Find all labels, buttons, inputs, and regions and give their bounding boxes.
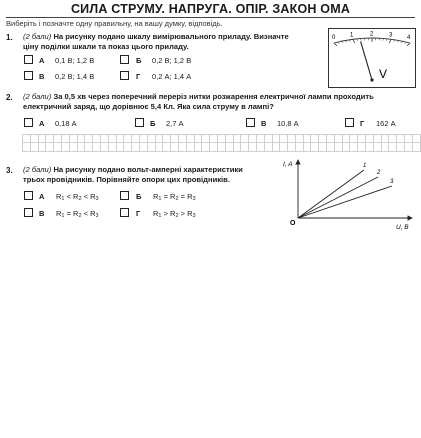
answer-grid-cell[interactable] (155, 143, 163, 151)
answer-grid-cell[interactable] (132, 135, 140, 143)
answer-grid-cell[interactable] (93, 135, 101, 143)
question-3-score: (2 бали) (23, 165, 52, 174)
answer-grid-cell[interactable] (139, 143, 147, 151)
answer-grid-cell[interactable] (366, 135, 374, 143)
answer-grid-cell[interactable] (249, 143, 257, 151)
q2-option-b-text: 2,7 А (166, 119, 184, 128)
answer-grid-cell[interactable] (241, 143, 249, 151)
q3c-r3: < R (81, 209, 96, 218)
answer-grid-cell[interactable] (186, 135, 194, 143)
answer-grid-cell[interactable] (202, 143, 210, 151)
q1-option-a-text: 0,1 В; 1,2 В (55, 56, 95, 65)
answer-grid-cell[interactable] (61, 143, 69, 151)
answer-grid-cell[interactable] (342, 143, 350, 151)
answer-grid-cell[interactable] (54, 143, 62, 151)
answer-grid-cell[interactable] (85, 135, 93, 143)
answer-grid-cell[interactable] (358, 135, 366, 143)
answer-grid-cell[interactable] (178, 143, 186, 151)
answer-grid-cell[interactable] (116, 135, 124, 143)
answer-grid-cell[interactable] (217, 143, 225, 151)
answer-grid-cell[interactable] (61, 135, 69, 143)
question-1-score: (2 бали) (23, 32, 52, 41)
answer-grid-cell[interactable] (186, 143, 194, 151)
question-3-number: 3. (6, 166, 13, 175)
q3b-r1-sub: 1 (158, 196, 162, 202)
answer-grid-cell[interactable] (93, 143, 101, 151)
answer-grid-cell[interactable] (342, 135, 350, 143)
meter-label-1: 1 (350, 32, 354, 39)
answer-grid-cell[interactable] (124, 143, 132, 151)
answer-grid-cell[interactable] (264, 135, 272, 143)
q1-option-a-label: А (39, 56, 45, 65)
meter-unit: V (379, 67, 388, 81)
answer-grid-cell[interactable] (163, 135, 171, 143)
iv-line-1-label: 1 (363, 163, 367, 169)
answer-grid-cell[interactable] (233, 135, 241, 143)
meter-label-0: 0 (332, 35, 336, 41)
answer-grid-cell[interactable] (288, 143, 296, 151)
answer-grid-cell[interactable] (280, 143, 288, 151)
q3a-r1-sub: 1 (61, 196, 65, 202)
answer-grid[interactable] (22, 134, 421, 152)
answer-grid-cell[interactable] (350, 143, 358, 151)
iv-line-2-label: 2 (377, 170, 381, 176)
q2-option-a-label: А (39, 119, 45, 128)
q2-option-d-text: 162 А (376, 119, 396, 128)
q3-option-c-text (56, 209, 99, 219)
meter-label-4: 4 (407, 35, 411, 41)
answer-grid-cell[interactable] (210, 135, 218, 143)
answer-grid-cell[interactable] (405, 143, 413, 151)
q3d-r2: > R (161, 209, 176, 218)
answer-grid-cell[interactable] (327, 143, 335, 151)
answer-grid-cell[interactable] (264, 143, 272, 151)
q1-option-c-checkbox[interactable] (24, 71, 33, 80)
answer-grid-cell[interactable] (350, 135, 358, 143)
answer-grid-cell[interactable] (412, 143, 420, 151)
answer-grid-cell[interactable] (108, 135, 116, 143)
answer-grid-cell[interactable] (303, 135, 311, 143)
origin-label: O (290, 220, 296, 227)
iv-line-3-label: 3 (390, 179, 394, 185)
answer-grid-cell[interactable] (389, 135, 397, 143)
answer-grid-cell[interactable] (319, 135, 327, 143)
answer-grid-row (23, 143, 421, 151)
q3b-r2-sub: 2 (175, 196, 179, 202)
answer-grid-cell[interactable] (69, 143, 77, 151)
q2-option-d-checkbox[interactable] (345, 118, 354, 127)
answer-grid-cell[interactable] (397, 135, 405, 143)
q3a-r2-sub: 2 (78, 196, 82, 202)
answer-grid-cell[interactable] (311, 143, 319, 151)
answer-grid-cell[interactable] (249, 135, 257, 143)
q3c-r1: R (56, 209, 62, 218)
q3d-r3: > R (178, 209, 193, 218)
x-axis-label: U, B (396, 224, 409, 231)
answer-grid-cell[interactable] (139, 135, 147, 143)
q3-option-b-label: Б (136, 192, 142, 201)
page-title: СИЛА СТРУМУ. НАПРУГА. ОПІР. ЗАКОН ОМА (70, 2, 351, 16)
iv-line-1 (298, 170, 364, 218)
answer-grid-cell[interactable] (100, 135, 108, 143)
q3c-r2: = R (64, 209, 79, 218)
q1-option-d-checkbox[interactable] (120, 71, 129, 80)
q3a-r2: < R (64, 192, 79, 201)
answer-grid-cell[interactable] (210, 143, 218, 151)
answer-grid-cell[interactable] (256, 143, 264, 151)
answer-grid-cell[interactable] (327, 135, 335, 143)
q1-option-d-text: 0,2 А; 1,4 А (152, 72, 192, 81)
y-axis-label: I, A (283, 161, 293, 168)
q3-option-a-text (56, 192, 99, 202)
q3d-r3-sub: 3 (192, 213, 196, 219)
answer-grid-cell[interactable] (389, 143, 397, 151)
q3d-r1-sub: 1 (158, 213, 162, 219)
question-1-number: 1. (6, 33, 13, 42)
iv-line-2 (298, 177, 378, 218)
answer-grid-cell[interactable] (358, 143, 366, 151)
answer-grid-cell[interactable] (225, 143, 233, 151)
q3d-r2-sub: 2 (175, 213, 179, 219)
answer-grid-cell[interactable] (69, 135, 77, 143)
q3a-r3-sub: 3 (95, 196, 99, 202)
question-2-text (23, 92, 415, 111)
answer-grid-cell[interactable] (288, 135, 296, 143)
answer-grid-cell[interactable] (397, 143, 405, 151)
answer-grid-cell[interactable] (241, 135, 249, 143)
q3-option-a-label: А (39, 192, 45, 201)
question-3-line2: трьох провідників. Порівняйте опори цих провідників. (23, 174, 230, 184)
q3a-r3: < R (81, 192, 96, 201)
answer-grid-cell[interactable] (147, 135, 155, 143)
answer-grid-cell[interactable] (30, 135, 38, 143)
answer-grid-cell[interactable] (295, 143, 303, 151)
q1-option-b-text: 0,2 В; 1,2 В (152, 56, 192, 65)
answer-grid-cell[interactable] (334, 135, 342, 143)
answer-grid-cell[interactable] (381, 135, 389, 143)
answer-grid-cell[interactable] (373, 135, 381, 143)
q2-option-c-text: 10,8 А (277, 119, 299, 128)
q3d-r1: R (153, 209, 159, 218)
answer-grid-cell[interactable] (85, 143, 93, 151)
answer-grid-cell[interactable] (194, 143, 202, 151)
answer-grid-cell[interactable] (319, 143, 327, 151)
q2-option-b-label: Б (150, 119, 156, 128)
meter-pivot (370, 78, 373, 81)
q1-option-c-label: В (39, 72, 45, 81)
answer-grid-cell[interactable] (256, 135, 264, 143)
q3b-r2: = R (161, 192, 176, 201)
answer-grid-cell[interactable] (412, 135, 420, 143)
answer-grid-cell[interactable] (225, 135, 233, 143)
question-2-score: (2 бали) (23, 92, 52, 101)
answer-grid-cell[interactable] (108, 143, 116, 151)
question-3-text (23, 165, 283, 184)
question-2-number: 2. (6, 93, 13, 102)
q3-option-d-text (153, 209, 196, 219)
q3-option-c-checkbox[interactable] (24, 208, 33, 217)
meter-label-3: 3 (389, 32, 393, 39)
answer-grid-cell[interactable] (116, 143, 124, 151)
q3-option-a-checkbox[interactable] (24, 191, 33, 200)
answer-grid-cell[interactable] (77, 135, 85, 143)
q3c-r3-sub: 3 (95, 213, 99, 219)
answer-grid-cell[interactable] (381, 143, 389, 151)
answer-grid-cell[interactable] (217, 135, 225, 143)
q3b-r3-sub: 3 (192, 196, 196, 202)
answer-grid-cell[interactable] (366, 143, 374, 151)
title-divider (6, 17, 415, 18)
answer-grid-cell[interactable] (272, 143, 280, 151)
q3b-r3: = R (178, 192, 193, 201)
q3c-r2-sub: 2 (78, 213, 82, 219)
answer-grid-cell[interactable] (202, 135, 210, 143)
answer-grid-cell[interactable] (311, 135, 319, 143)
q3a-r1: R (56, 192, 62, 201)
q2-option-c-checkbox[interactable] (246, 118, 255, 127)
answer-grid-table[interactable] (22, 134, 421, 152)
q2-option-d-label: Г (360, 119, 365, 128)
q1-option-c-text: 0,2 В; 1,4 В (55, 72, 95, 81)
answer-grid-cell[interactable] (54, 135, 62, 143)
answer-grid-cell[interactable] (124, 135, 132, 143)
voltmeter-dial (328, 28, 416, 88)
answer-grid-row (23, 135, 421, 143)
question-1-line1: На рисунку подано шкалу вимірювального приладу. Визначте (53, 32, 289, 41)
answer-grid-cell[interactable] (295, 135, 303, 143)
q3-option-b-checkbox[interactable] (120, 191, 129, 200)
answer-grid-cell[interactable] (272, 135, 280, 143)
answer-grid-cell[interactable] (46, 143, 54, 151)
question-3-line1: На рисунку подано вольт-амперні характеристики (53, 165, 243, 174)
iv-line-3 (298, 186, 392, 218)
answer-grid-cell[interactable] (155, 135, 163, 143)
answer-grid-cell[interactable] (171, 135, 179, 143)
question-1-line2: ціну поділки шкали та показ цього приладу. (23, 41, 189, 51)
question-2-line1: За 0,5 хв через поперечний переріз нитки розжарення електричної лампи проходить (53, 92, 374, 101)
iv-characteristics-graph (282, 156, 416, 234)
meter-label-2: 2 (370, 31, 374, 38)
q2-option-a-checkbox[interactable] (24, 118, 33, 127)
answer-grid-cell[interactable] (38, 135, 46, 143)
answer-grid-cell[interactable] (171, 143, 179, 151)
answer-grid-cell[interactable] (30, 143, 38, 151)
q1-option-b-checkbox[interactable] (120, 55, 129, 64)
q1-option-a-checkbox[interactable] (24, 55, 33, 64)
answer-grid-cell[interactable] (194, 135, 202, 143)
answer-grid-cell[interactable] (405, 135, 413, 143)
answer-grid-cell[interactable] (178, 135, 186, 143)
answer-grid-cell[interactable] (280, 135, 288, 143)
answer-grid-cell[interactable] (23, 135, 31, 143)
q3-option-c-label: В (39, 209, 45, 218)
q2-option-a-text: 0,18 А (55, 119, 77, 128)
answer-grid-cell[interactable] (23, 143, 31, 151)
q2-option-b-checkbox[interactable] (135, 118, 144, 127)
q3-option-d-checkbox[interactable] (120, 208, 129, 217)
answer-grid-cell[interactable] (46, 135, 54, 143)
q2-option-c-label: В (261, 119, 267, 128)
answer-grid-cell[interactable] (77, 143, 85, 151)
q3b-r1: R (153, 192, 159, 201)
q3c-r1-sub: 1 (61, 213, 65, 219)
q3-option-d-label: Г (136, 209, 141, 218)
answer-grid-cell[interactable] (373, 143, 381, 151)
answer-grid-cell[interactable] (132, 143, 140, 151)
answer-grid-cell[interactable] (334, 143, 342, 151)
q1-option-d-label: Г (136, 72, 141, 81)
q1-option-b-label: Б (136, 56, 142, 65)
question-2-line2: електричний заряд, що дорівнює 5,4 Кл. Яка сила струму в лампі? (23, 101, 274, 111)
answer-grid-cell[interactable] (38, 143, 46, 151)
answer-grid-cell[interactable] (163, 143, 171, 151)
answer-grid-cell[interactable] (147, 143, 155, 151)
q3-option-b-text (153, 192, 196, 202)
answer-grid-cell[interactable] (100, 143, 108, 151)
question-1-text (23, 32, 323, 51)
answer-grid-cell[interactable] (303, 143, 311, 151)
answer-grid-cell[interactable] (233, 143, 241, 151)
instruction-text: Виберіть і позначте одну правильну, на вашу думку, відповідь. (6, 19, 223, 28)
